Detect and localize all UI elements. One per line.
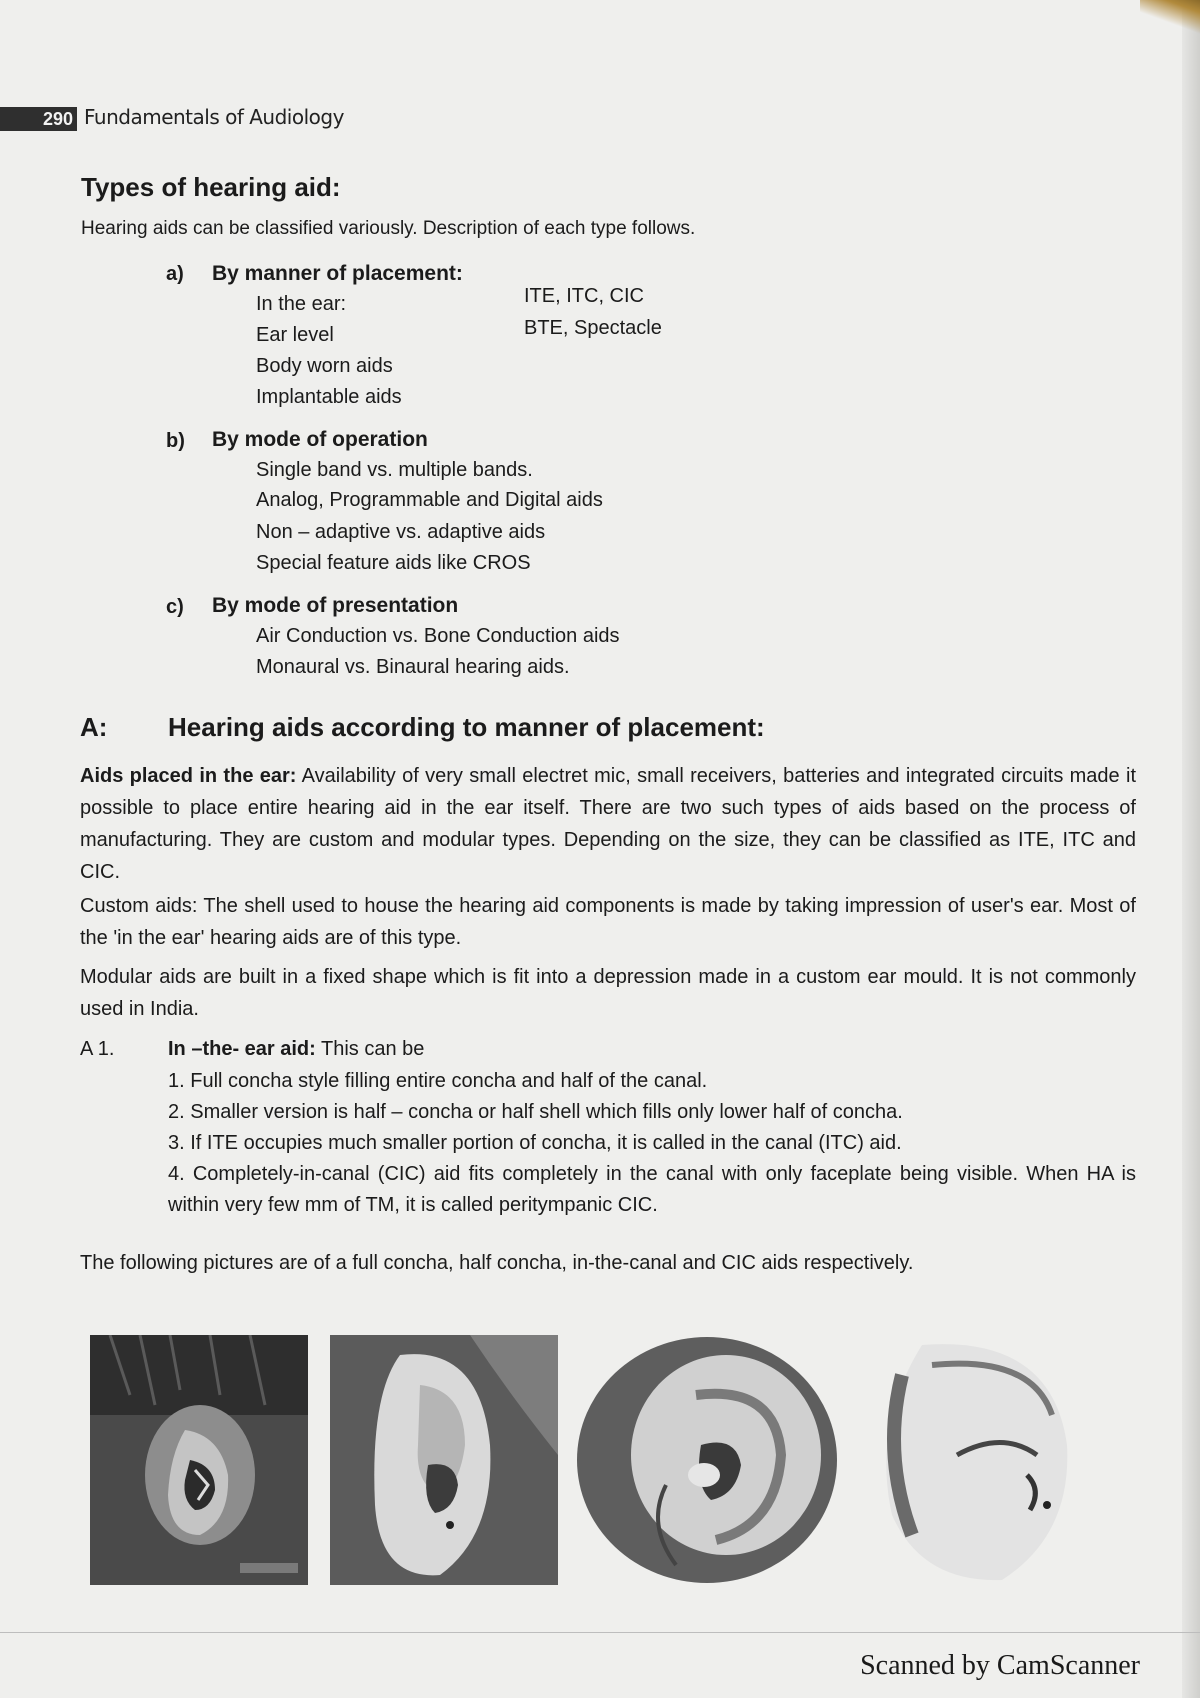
group-b-item-4: Special feature aids like CROS [256,552,531,574]
book-title: Fundamentals of Audiology [84,105,344,129]
types-heading: Types of hearing aid: [81,172,341,202]
group-c-heading: By mode of presentation [212,594,459,617]
group-a-item-2-value: BTE, Spectacle [524,317,662,339]
group-a-heading: By manner of placement: [212,262,463,285]
group-a-item-1-value: ITE, ITC, CIC [524,285,644,307]
group-a-letter: a) [166,263,184,285]
list-item: 2. Smaller version is half – concha or half shell which fills only lower half of concha. [168,1101,903,1123]
list-item: 1. Full concha style filling entire concha and half of the canal. [168,1070,708,1092]
page-edge [1182,0,1200,1698]
paragraph-custom-aids: Custom aids: The shell used to house the hearing aid components is made by taking impression of user's ear. Most of the 'in the ear' hearing aids are of this type. [80,895,1136,949]
group-b-heading: By mode of operation [212,428,428,451]
running-head [0,103,600,135]
group-b-item-1: Single band vs. multiple bands. [256,459,533,481]
photo-full-concha [90,1335,308,1585]
a1-list [168,1066,1136,1221]
paragraph-in-the-ear-lead: Aids placed in the ear: [80,765,297,787]
section-a-heading: Hearing aids according to manner of placement: [168,712,765,742]
photo-in-the-canal [576,1335,838,1585]
group-c-item-1: Air Conduction vs. Bone Conduction aids [256,625,620,647]
a1-lead: In –the- ear aid: [168,1038,316,1060]
list-item: 3. If ITE occupies much smaller portion of concha, it is called in the canal (ITC) aid. [168,1132,902,1154]
photo-half-concha [330,1335,558,1585]
group-c-item-2: Monaural vs. Binaural hearing aids. [256,656,570,678]
section-a-label: A: [80,712,108,742]
group-b-item-3: Non – adaptive vs. adaptive aids [256,521,546,543]
photo-cic [862,1335,1092,1585]
group-b-letter: b) [166,430,185,452]
group-b-item-2: Analog, Programmable and Digital aids [256,489,603,511]
paragraph-modular-aids: Modular aids are built in a fixed shape which is fit into a depression made in a custom ear mould. It is not commonly used in India. [80,966,1136,1020]
scanner-watermark: Scanned by CamScanner [860,1650,1140,1681]
group-c-letter: c) [166,596,184,618]
a1-rest: This can be [321,1038,425,1060]
group-a-item-1-label: In the ear: [256,293,347,315]
pictures-caption: The following pictures are of a full concha, half concha, in-the-canal and CIC aids respectively. [80,1252,914,1274]
paragraph-in-the-ear [80,760,1136,888]
group-a-item-2-label: Ear level [256,324,334,346]
group-a-item-3-label: Body worn aids [256,355,393,377]
paragraph-in-the-ear-body: Availability of very small electret mic, small receivers, batteries and integrated circuits made it possible to place entire hearing aid in the ear itself. There are two such types of aids based on the process of manufacturing. They are custom and modular types. Depending on the size, they can be classified as ITE, ITC and CIC. [80,765,1136,883]
types-intro: Hearing aids can be classified variously. Description of each type follows. [81,218,696,239]
a1-label: A 1. [80,1038,115,1060]
group-a-item-4-label: Implantable aids [256,386,402,408]
page-corner [1140,0,1200,40]
a1-heading [168,1038,424,1061]
page-number: 290 [0,107,77,131]
list-item: 4. Completely-in-canal (CIC) aid fits completely in the canal with only faceplate being visible. When HA is within very few mm of TM, it is called peritympanic CIC. [168,1163,1136,1216]
bottom-rule [0,1632,1200,1633]
